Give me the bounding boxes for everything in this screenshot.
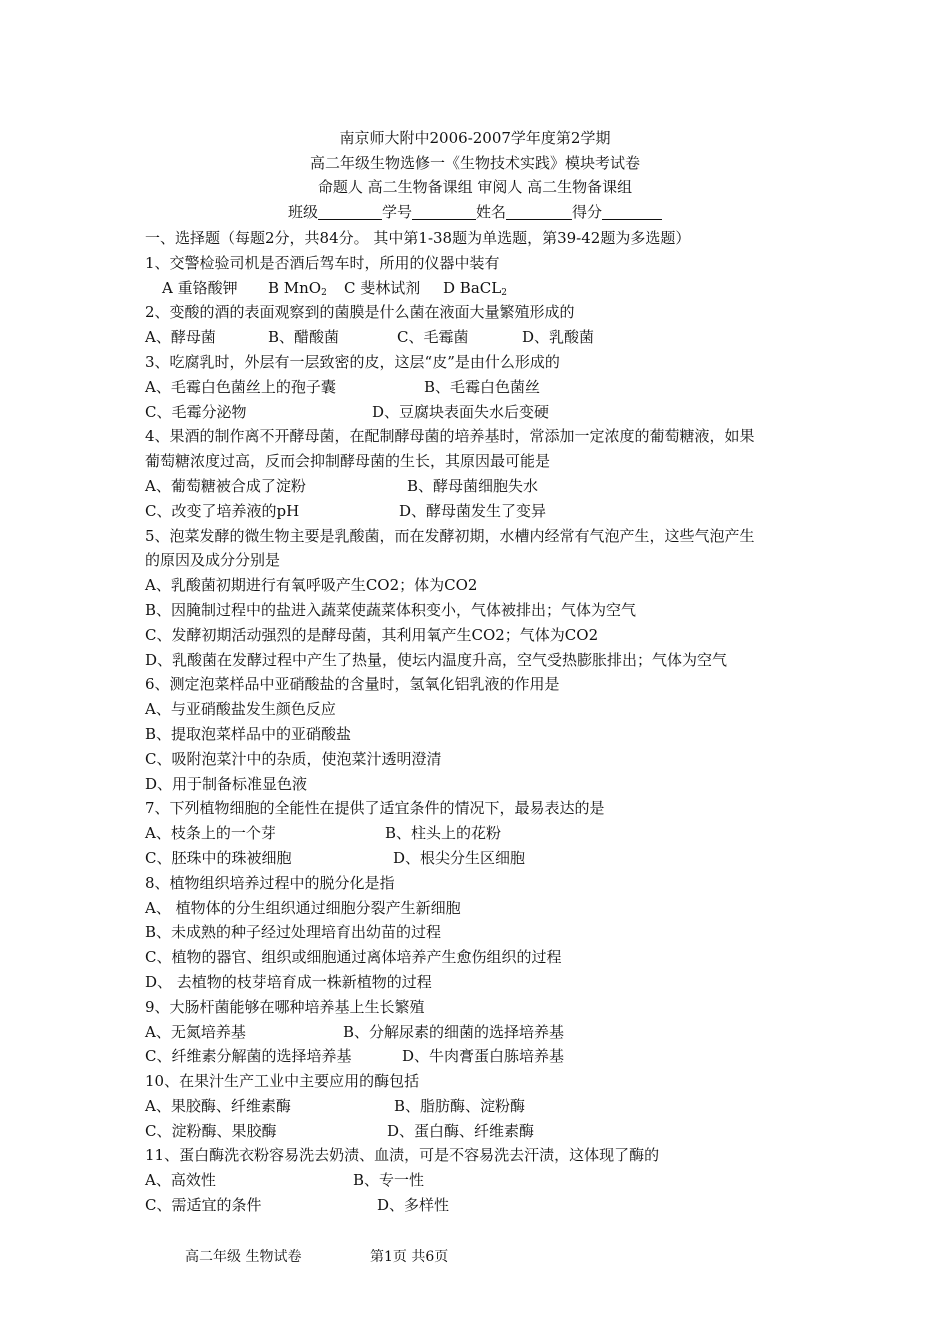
q4-options-cd <box>145 499 815 524</box>
q1-option-a: A 重铬酸钾 <box>162 278 238 297</box>
q10-options-ab <box>145 1094 815 1119</box>
q1-options <box>145 276 815 301</box>
q7-option-c: C、胚珠中的珠被细胞 <box>145 848 292 867</box>
q7-option-d: D、根尖分生区细胞 <box>393 848 526 867</box>
q4-option-b: B、酵母菌细胞失水 <box>407 476 539 495</box>
q8-option-d: D、 去植物的枝芽培育成一株新植物的过程 <box>145 972 432 991</box>
school-line: 南京师大附中2006-2007学年度第2学期 <box>339 129 611 147</box>
authors-line: 命题人 高二生物备课组 审阅人 高二生物备课组 <box>317 178 633 196</box>
q1-option-b-subscript: 2 <box>321 287 327 298</box>
class-blank[interactable] <box>318 204 382 220</box>
q5-option-b: B、因腌制过程中的盐进入蔬菜使蔬菜体积变小，气体被排出；气体为空气 <box>145 600 637 619</box>
number-blank[interactable] <box>412 204 476 220</box>
class-label: 班级 <box>287 202 318 221</box>
q7-options-cd <box>145 846 815 871</box>
q3-option-c: C、毛霉分泌物 <box>145 402 247 421</box>
score-label: 得分 <box>572 202 603 221</box>
q9-option-b: B、分解尿素的细菌的选择培养基 <box>343 1022 565 1041</box>
exam-title: 高二年级生物选修一《生物技术实践》模块考试卷 <box>309 153 640 172</box>
q11-option-d: D、多样性 <box>377 1196 450 1215</box>
q3-option-d: D、豆腐块表面失水后变硬 <box>372 402 550 421</box>
q5-option-c: C、发酵初期活动强烈的是酵母菌，其利用氧产生CO2；气体为CO2 <box>145 625 599 644</box>
q10-option-b: B、脂肪酶、淀粉酶 <box>394 1096 526 1115</box>
q9-option-c: C、纤维素分解菌的选择培养基 <box>145 1047 352 1066</box>
q10-stem: 10、在果汁生产工业中主要应用的酶包括 <box>145 1072 420 1091</box>
q3-options-ab <box>145 375 815 400</box>
student-info-fields <box>0 200 950 225</box>
q9-option-d: D、牛肉膏蛋白胨培养基 <box>402 1047 565 1066</box>
name-blank[interactable] <box>506 204 572 220</box>
q11-option-a: A、高效性 <box>145 1171 216 1190</box>
page-number: 第1页 共6页 <box>370 1249 449 1265</box>
q3-option-b: B、毛霉白色菌丝 <box>424 377 541 396</box>
q4-stem-line2: 葡萄糖浓度过高，反而会抑制酵母菌的生长，其原因最可能是 <box>145 452 551 471</box>
q6-stem: 6、测定泡菜样品中亚硝酸盐的含量时，氢氧化铝乳液的作用是 <box>145 675 560 694</box>
q2-options <box>145 325 815 350</box>
q5-option-d: D、乳酸菌在发酵过程中产生了热量，使坛内温度升高，空气受热膨胀排出；气体为空气 <box>145 650 728 669</box>
q9-options-ab <box>145 1020 815 1045</box>
q2-option-a: A、酵母菌 <box>145 328 216 347</box>
number-label: 学号 <box>381 202 412 221</box>
questions <box>145 226 815 1218</box>
q9-stem: 9、大肠杆菌能够在哪种培养基上生长繁殖 <box>145 997 425 1016</box>
q5-option-a: A、乳酸菌初期进行有氧呼吸产生CO2；体为CO2 <box>145 576 478 595</box>
q11-stem: 11、蛋白酶洗衣粉容易洗去奶渍、血渍，可是不容易洗去汗渍，这体现了酶的 <box>145 1146 660 1165</box>
q6-option-b: B、提取泡菜样品中的亚硝酸盐 <box>145 724 352 743</box>
q4-option-a: A、葡萄糖被合成了淀粉 <box>145 476 306 495</box>
footer-label: 高二年级 生物试卷 <box>185 1249 302 1265</box>
q7-options-ab <box>145 821 815 846</box>
q3-options-cd <box>145 400 815 425</box>
q8-option-b: B、未成熟的种子经过处理培育出幼苗的过程 <box>145 923 442 942</box>
q7-option-a: A、枝条上的一个芽 <box>145 824 276 843</box>
q1-stem: 1、交警检验司机是否酒后驾车时，所用的仪器中装有 <box>145 253 500 272</box>
q8-option-a: A、 植物体的分生组织通过细胞分裂产生新细胞 <box>145 898 461 917</box>
q10-option-c: C、淀粉酶、果胶酶 <box>145 1121 277 1140</box>
q7-stem: 7、下列植物细胞的全能性在提供了适宜条件的情况下，最易表达的是 <box>145 799 605 818</box>
q4-options-ab <box>145 474 815 499</box>
q4-option-c: C、改变了培养液的pH <box>145 501 300 520</box>
q4-option-d: D、酵母菌发生了变异 <box>399 501 547 520</box>
q4-stem-line1: 4、果酒的制作离不开酵母菌，在配制酵母菌的培养基时，常添加一定浓度的葡萄糖液，如果 <box>145 427 755 446</box>
q11-option-b: B、专一性 <box>353 1171 425 1190</box>
q8-option-c: C、植物的器官、组织或细胞通过离体培养产生愈伤组织的过程 <box>145 948 562 967</box>
q3-stem: 3、吃腐乳时，外层有一层致密的皮，这层“皮”是由什么形成的 <box>145 352 560 371</box>
section-heading: 一、选择题（每题2分，共84分。 其中第1-38题为单选题，第39-42题为多选题） <box>145 229 691 247</box>
q11-option-c: C、需适宜的条件 <box>145 1196 262 1215</box>
q6-option-a: A、与亚硝酸盐发生颜色反应 <box>145 700 336 719</box>
name-label: 姓名 <box>476 202 507 221</box>
q3-option-a: A、毛霉白色菌丝上的孢子囊 <box>145 377 336 396</box>
q2-stem: 2、变酸的酒的表面观察到的菌膜是什么菌在液面大量繁殖形成的 <box>145 303 575 322</box>
q6-option-d: D、用于制备标准显色液 <box>145 774 308 793</box>
q5-stem-line1: 5、泡菜发酵的微生物主要是乳酸菌，而在发酵初期，水槽内经常有气泡产生，这些气泡产生 <box>145 526 755 545</box>
q2-option-b: B、醋酸菌 <box>268 328 340 347</box>
q7-option-b: B、柱头上的花粉 <box>385 824 502 843</box>
q9-options-cd <box>145 1044 815 1069</box>
q1-option-d-text: D BaCL <box>443 278 502 297</box>
q9-option-a: A、无氮培养基 <box>145 1022 246 1041</box>
q10-option-d: D、蛋白酶、纤维素酶 <box>387 1121 535 1140</box>
q11-options-ab <box>145 1168 815 1193</box>
q2-option-d: D、乳酸菌 <box>522 328 595 347</box>
exam-header <box>0 126 950 224</box>
q8-stem: 8、植物组织培养过程中的脱分化是指 <box>145 873 395 892</box>
page-footer <box>185 1247 449 1267</box>
q1-option-c: C 斐林试剂 <box>344 278 421 297</box>
q10-option-a: A、果胶酶、纤维素酶 <box>145 1096 291 1115</box>
q1-option-d-subscript: 2 <box>501 287 507 298</box>
q1-option-b-text: B MnO <box>268 278 322 297</box>
score-blank[interactable] <box>602 204 662 220</box>
q5-stem-line2: 的原因及成分分别是 <box>145 551 281 570</box>
q11-options-cd <box>145 1193 815 1218</box>
q6-option-c: C、吸附泡菜汁中的杂质，使泡菜汁透明澄清 <box>145 749 442 768</box>
q2-option-c: C、毛霉菌 <box>397 328 469 347</box>
q10-options-cd <box>145 1119 815 1144</box>
